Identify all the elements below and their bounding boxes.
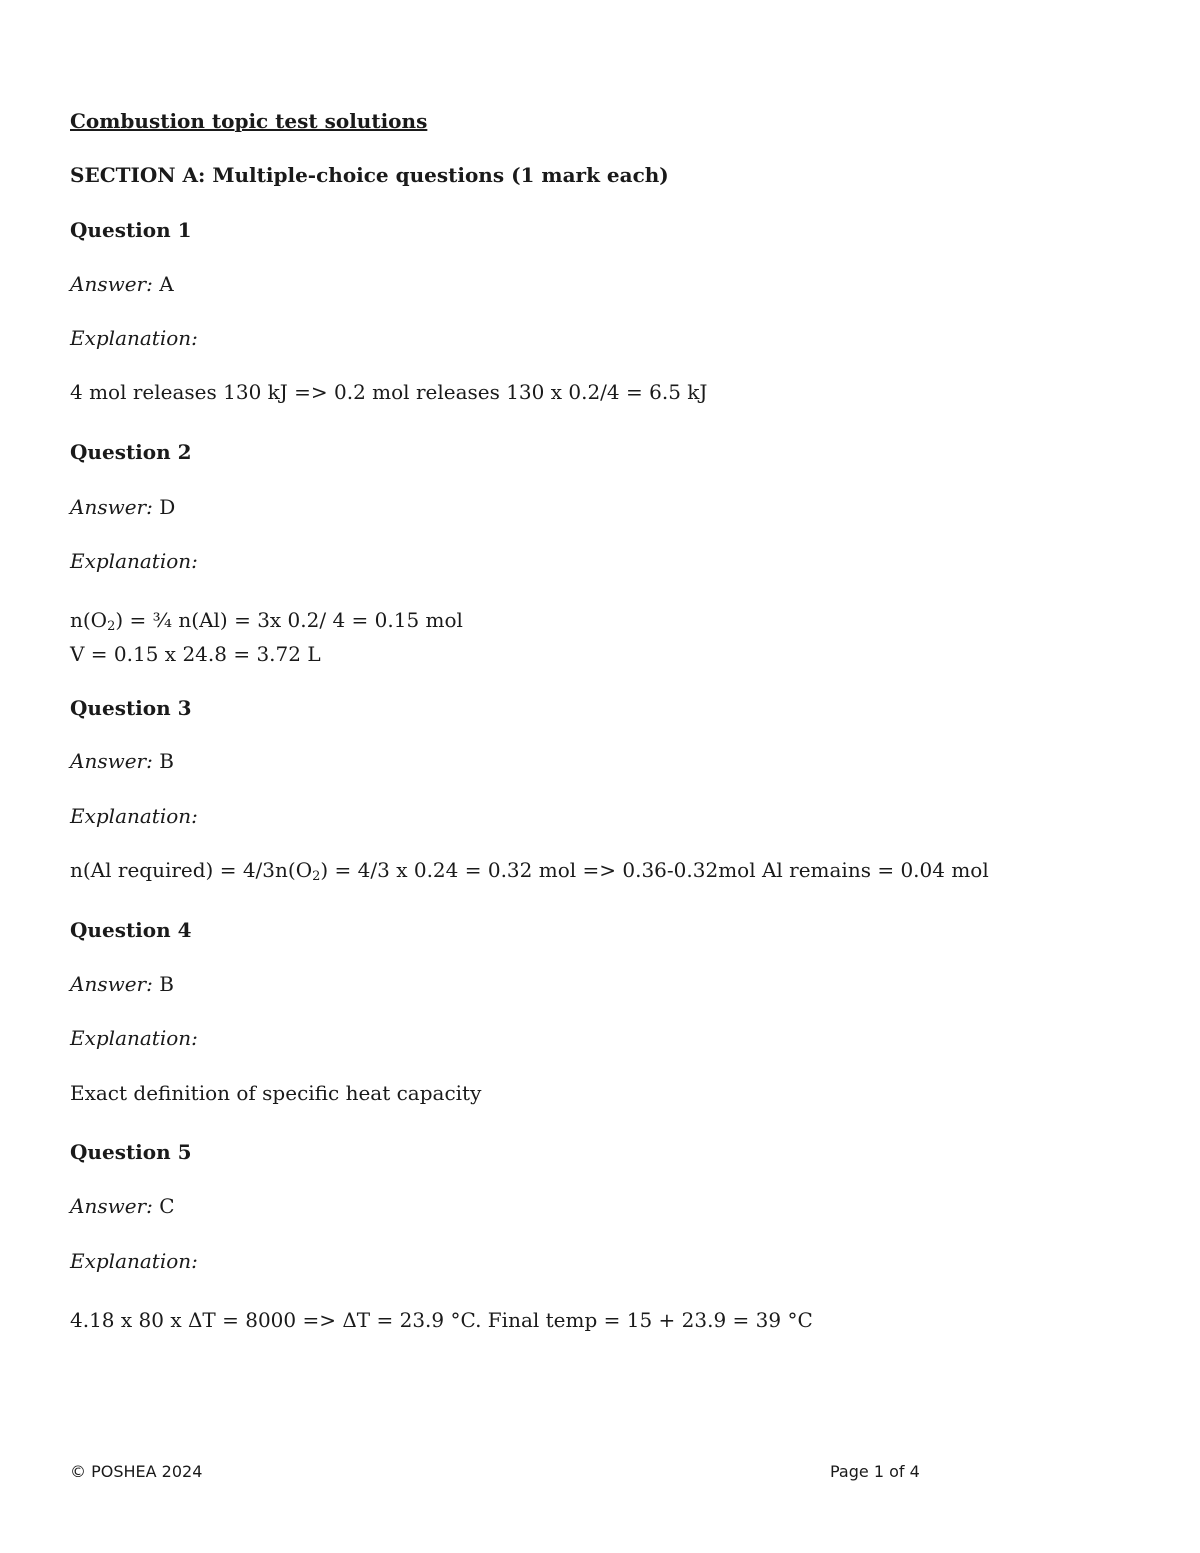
explanation-label: Explanation: — [70, 326, 198, 350]
question-4-answer — [70, 972, 174, 996]
answer-value: D — [159, 495, 176, 519]
question-4-heading: Question 4 — [70, 918, 192, 942]
question-5-heading: Question 5 — [70, 1140, 192, 1164]
question-2-explanation-line-2: V = 0.15 x 24.8 = 3.72 L — [70, 642, 321, 666]
explanation-label: Explanation: — [70, 804, 198, 828]
explanation-label: Explanation: — [70, 1026, 198, 1050]
answer-label: Answer: — [70, 272, 153, 296]
answer-label: Answer: — [70, 972, 153, 996]
explanation-label: Explanation: — [70, 549, 198, 573]
question-1-heading: Question 1 — [70, 218, 192, 242]
question-3-explanation: n(Al required) = $4/3n(O_2) = 4/3$ x 0.24 = 0.32 mol => 0.36-0.32mol Al remains = 0.04 mol — [70, 858, 989, 884]
question-5-answer — [70, 1194, 175, 1218]
answer-value: B — [159, 972, 174, 996]
question-5-explanation: 4.18 x 80 x ΔT = 8000 => ΔT = 23.9 °C. Final temp = 15 + 23.9 = 39 °C — [70, 1308, 813, 1332]
footer-page-number: Page 1 of 4 — [830, 1462, 920, 1481]
section-heading: SECTION A: Multiple-choice questions (1 mark each) — [70, 163, 669, 187]
answer-label: Answer: — [70, 749, 153, 773]
document-title: Combustion topic test solutions — [70, 109, 428, 133]
question-1-explanation: 4 mol releases 130 kJ => 0.2 mol releases 130 x 0.2/4 = 6.5 kJ — [70, 380, 708, 404]
explanation-label: Explanation: — [70, 1249, 198, 1273]
footer-copyright: © POSHEA 2024 — [70, 1462, 203, 1481]
question-1-answer — [70, 272, 174, 296]
answer-label: Answer: — [70, 1194, 153, 1218]
question-2-answer — [70, 495, 175, 519]
answer-label: Answer: — [70, 495, 153, 519]
question-3-answer — [70, 749, 174, 773]
question-3-heading: Question 3 — [70, 696, 192, 720]
answer-value: C — [159, 1194, 175, 1218]
answer-value: B — [159, 749, 174, 773]
question-4-explanation: Exact definition of specific heat capacity — [70, 1081, 482, 1105]
question-2-heading: Question 2 — [70, 440, 192, 464]
question-2-explanation-line-1: $n(O_2)$ = ¾ n(Al) = 3x 0.2/ 4 = 0.15 mol — [70, 608, 463, 634]
answer-value: A — [159, 272, 174, 296]
